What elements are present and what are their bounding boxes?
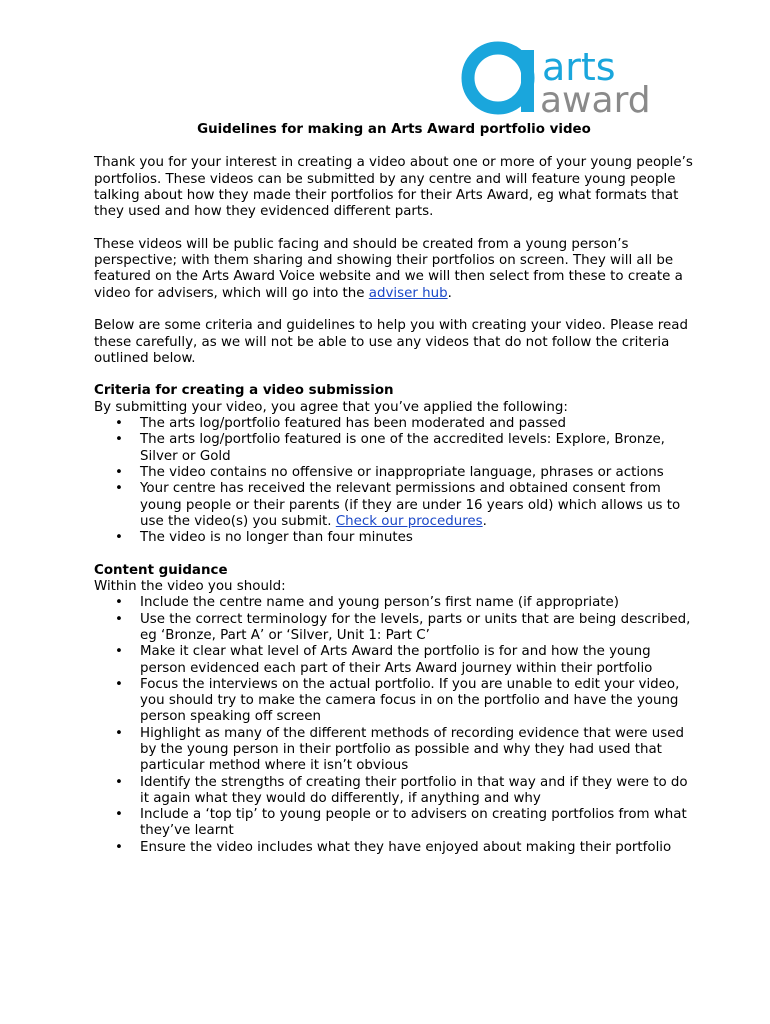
bullet-icon: • xyxy=(115,432,123,448)
list-item xyxy=(94,595,694,611)
list-item-text: Include a ‘top tip’ to young people or to advisers on creating portfolios from what they’ve learnt xyxy=(140,807,687,839)
bullet-icon: • xyxy=(115,839,123,855)
list-item xyxy=(94,432,694,465)
bullet-icon: • xyxy=(115,416,123,432)
list-item-text: The arts log/portfolio featured has been moderated and passed xyxy=(140,416,567,432)
bullet-icon: • xyxy=(115,611,123,627)
list-item xyxy=(94,677,694,726)
logo-ring xyxy=(468,48,528,108)
check-procedures-link[interactable]: Check our procedures xyxy=(335,513,483,529)
list-item xyxy=(94,416,694,432)
bullet-icon: • xyxy=(115,595,123,611)
bullet-icon: • xyxy=(115,676,123,692)
content-guidance-list xyxy=(94,595,694,856)
list-item xyxy=(94,465,694,481)
adviser-hub-link[interactable]: adviser hub xyxy=(368,285,448,301)
arts-award-logo xyxy=(458,38,680,118)
list-item xyxy=(94,807,694,840)
bullet-icon: • xyxy=(115,644,123,660)
list-item xyxy=(94,481,694,530)
content-guidance-heading: Content guidance xyxy=(94,562,228,578)
list-item-text: Highlight as many of the different methods of recording evidence that were used by the young person in their portfolio as possible and why they had used that particular method where it isn’t obvious xyxy=(140,725,684,774)
document-body xyxy=(94,122,694,872)
list-item-text: Identify the strengths of creating their portfolio in that way and if they were to do it again what they would do differently, if anything and why xyxy=(140,774,688,806)
list-item-text: Ensure the video includes what they have enjoyed about making their portfolio xyxy=(140,839,672,855)
list-item xyxy=(94,840,694,856)
list-item xyxy=(94,644,694,677)
list-item-text: Use the correct terminology for the levels, parts or units that are being described, eg ‘Bronze, Part A’ or ‘Silver, Unit 1: Part C’ xyxy=(140,611,691,643)
intro-paragraph-1: Thank you for your interest in creating a video about one or more of your young people’s portfolios. These videos can be submitted by any centre and will feature young people talking about how they made their portfolios for their Arts Award, eg what formats that they used and how they evidenced different parts. xyxy=(94,155,693,220)
logo-ring-stem xyxy=(521,50,534,112)
list-item xyxy=(94,612,694,645)
logo-word-award: award xyxy=(540,80,651,118)
criteria-heading: Criteria for creating a video submission xyxy=(94,383,394,399)
criteria-list xyxy=(94,416,694,546)
list-item-text: The video is no longer than four minutes xyxy=(140,530,413,546)
bullet-icon: • xyxy=(115,464,123,480)
page-title: Guidelines for making an Arts Award portfolio video xyxy=(197,122,591,137)
logo-word-arts: arts xyxy=(542,45,616,89)
bullet-icon: • xyxy=(115,530,123,546)
list-item-text: Your centre has received the relevant permissions and obtained consent from young people or their parents (if they are under 16 years old) which allows us to use the video(s) you submit. xyxy=(140,481,681,529)
list-item-text: Include the centre name and young person’s first name (if appropriate) xyxy=(140,595,620,611)
list-item-text: Focus the interviews on the actual portfolio. If you are unable to edit your video, you should try to make the camera focus in on the portfolio and have the young person speaking off screen xyxy=(140,676,680,725)
intro-paragraph-2 xyxy=(94,237,694,302)
bullet-icon: • xyxy=(115,725,123,741)
list-item-text: The video contains no offensive or inappropriate language, phrases or actions xyxy=(140,464,664,480)
intro-paragraph-3: Below are some criteria and guidelines to help you with creating your video. Please read these carefully, as we will not be able to use any videos that do not follow the criteria outlined below. xyxy=(94,318,688,366)
content-guidance-intro: Within the video you should: xyxy=(94,579,286,595)
list-item xyxy=(94,775,694,808)
intro-paragraph-2-text: These videos will be public facing and should be created from a young person’s perspective; with them sharing and showing their portfolios on screen. They will all be featured on the Arts Award Voice website and we will then select from these to create a video for advisers, which will go into the xyxy=(94,236,683,301)
list-item-text: The arts log/portfolio featured is one of the accredited levels: Explore, Bronze, Silver or Gold xyxy=(140,432,665,464)
list-item-end: . xyxy=(482,513,487,529)
list-item xyxy=(94,726,694,775)
intro-paragraph-2-end: . xyxy=(447,285,452,301)
list-item xyxy=(94,530,694,546)
bullet-icon: • xyxy=(115,807,123,823)
criteria-intro: By submitting your video, you agree that you’ve applied the following: xyxy=(94,399,568,415)
bullet-icon: • xyxy=(115,774,123,790)
bullet-icon: • xyxy=(115,481,123,497)
list-item-text: Make it clear what level of Arts Award the portfolio is for and how the young person evidenced each part of their Arts Award journey within their portfolio xyxy=(140,644,653,676)
